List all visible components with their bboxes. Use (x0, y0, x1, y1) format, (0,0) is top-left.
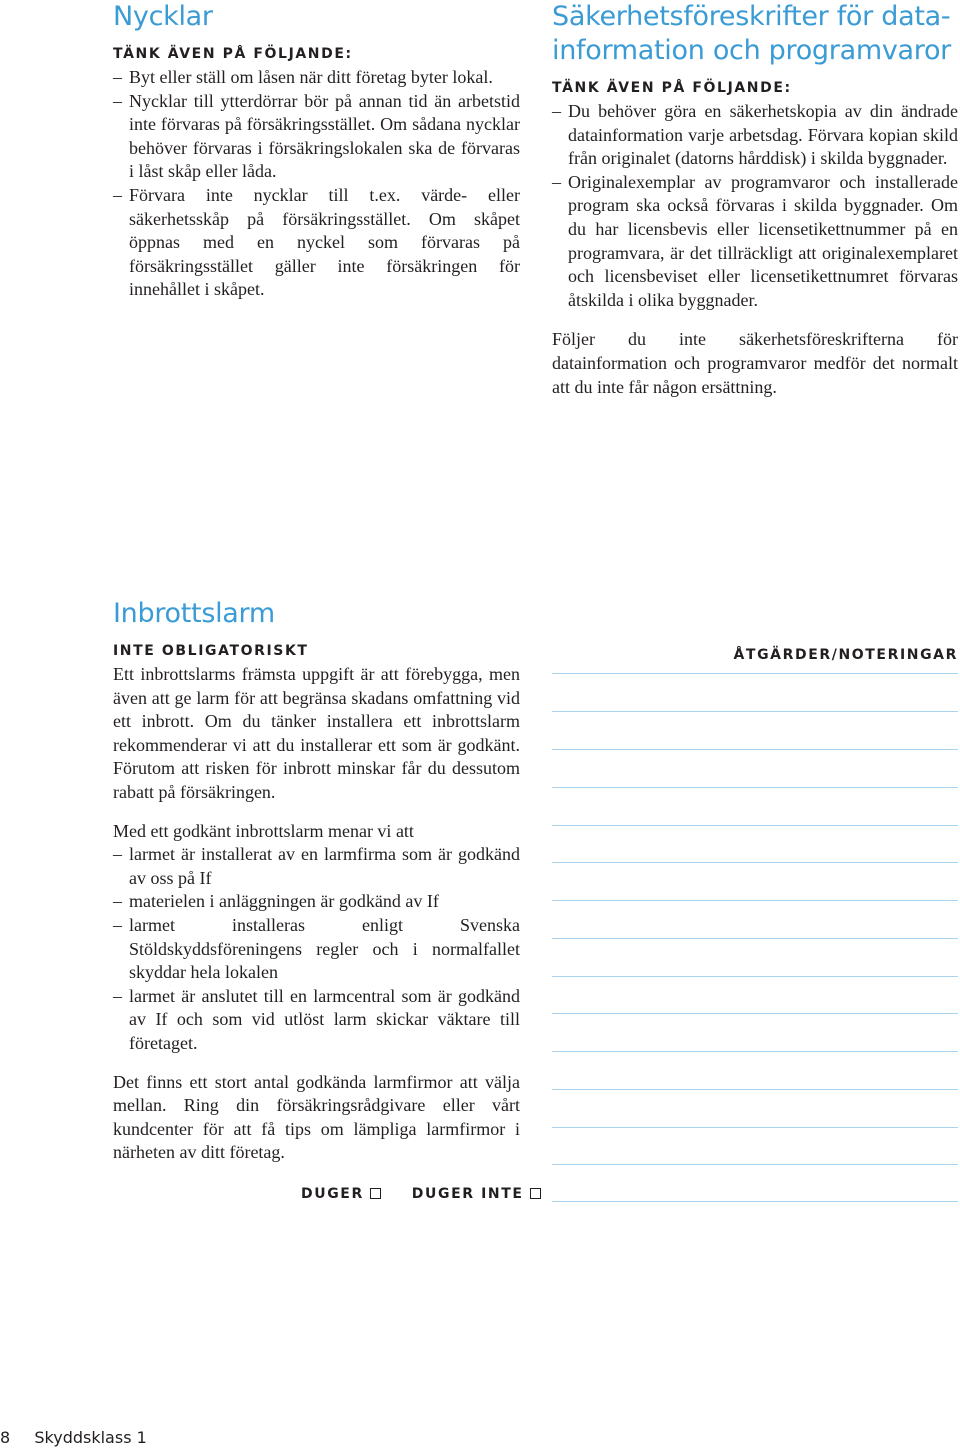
note-line[interactable] (552, 787, 958, 788)
note-sakerhet: Följer du inte säkerhetsföreskrifterna för datainformation och programvaror medför det normalt att du inte får någon ersättning. (552, 329, 958, 397)
heading-sakerhet (552, 0, 958, 68)
heading-line-2: information och programvaror (552, 35, 951, 66)
heading-line-1: Säkerhetsföreskrifter för data- (552, 1, 951, 32)
list-item: – larmet installeras enligt Svenska Stöldskyddsföreningens regler och i normalfallet skyddar hela lokalen (113, 914, 520, 983)
intro-inbrottslarm: Ett inbrottslarms främsta uppgift är att förebygga, men även att ge larm för att begränsa skadans omfattning vid ett inbrott. Om du tänker installera ett inbrottslarm rekommenderar vi att du installerar ett som är godkänt. Förutom att risken för inbrott minskar får du dessutom rabatt på försäkringen. (113, 664, 520, 802)
assessment-row (301, 1186, 541, 1202)
note-line[interactable] (552, 862, 958, 863)
closing-inbrottslarm: Det finns ett stort antal godkända larmfirmor att välja mellan. Ring din försäkringsrådgivare eller vårt kundcenter för att få tips om lämpliga larmfirmor i närheten av ditt företag. (113, 1071, 520, 1163)
duger-label: DUGER (301, 1186, 364, 1202)
note-line[interactable] (552, 900, 958, 901)
kicker-nycklar: TÄNK ÄVEN PÅ FÖLJANDE: (113, 46, 353, 62)
page-number: 8 (0, 1428, 11, 1447)
list-item: – Du behöver göra en säkerhetskopia av din ändrade datainformation varje arbetsdag. Förvara kopian skild från originalet (datorns hårddisk) i skilda byggnader. (552, 101, 958, 169)
list-item: – larmet är installerat av en larmfirma som är godkänd av oss på If (113, 844, 520, 888)
duger-inte-label: DUGER INTE (411, 1186, 524, 1202)
kicker-sakerhet: TÄNK ÄVEN PÅ FÖLJANDE: (552, 80, 792, 96)
list-inbrottslarm (113, 843, 520, 1055)
list-item: – larmet är anslutet till en larmcentral som är godkänd av If och som vid utlöst larm skickar väktare till företaget. (113, 985, 520, 1053)
note-line[interactable] (552, 749, 958, 750)
kicker-inbrottslarm: INTE OBLIGATORISKT (113, 643, 309, 659)
list-intro-inbrottslarm: Med ett godkänt inbrottslarm menar vi att (113, 820, 414, 841)
note-line[interactable] (552, 711, 958, 712)
note-line[interactable] (552, 673, 958, 674)
heading-nycklar: Nycklar (113, 1, 213, 32)
note-line[interactable] (552, 938, 958, 939)
list-item: – Byt eller ställ om låsen när ditt företag byter lokal. (113, 67, 493, 87)
section-sakerhet (552, 0, 958, 399)
page-footer (0, 1428, 147, 1447)
list-item: – Nycklar till ytterdörrar bör på annan tid än arbetstid inte förvaras på försäkringsstället. Om sådana nycklar behöver förvaras i försäkringslokalen ska de förvaras i låst skåp eller låda. (113, 90, 520, 182)
section-inbrottslarm (113, 597, 520, 1165)
duger-inte-checkbox[interactable] (530, 1188, 541, 1199)
list-item: – materielen i anläggningen är godkänd av If (113, 891, 439, 912)
note-line[interactable] (552, 1127, 958, 1128)
notes-heading: ÅTGÄRDER/NOTERINGAR (733, 647, 958, 663)
note-line[interactable] (552, 1013, 958, 1014)
note-line[interactable] (552, 1164, 958, 1165)
list-item: – Förvara inte nycklar till t.ex. värde- eller säkerhetsskåp på försäkringsstället. Om skåpet öppnas med en nyckel som förvaras på försäkringsstället gäller inte försäkringen för innehållet i skåpet. (113, 184, 520, 300)
footer-title: Skyddsklass 1 (34, 1428, 147, 1447)
heading-inbrottslarm: Inbrottslarm (113, 598, 275, 629)
list-sakerhet (552, 100, 958, 312)
note-line[interactable] (552, 1089, 958, 1090)
note-line[interactable] (552, 1201, 958, 1202)
list-item: – Originalexemplar av programvaror och installerade program ska också förvaras i skilda byggnader. Om du har licensbevis eller licensetikettnummer på en programvara, är det tillräckligt att originalexemplaret och licensbeviset eller licensetikettnumret förvaras åtskilda i olika byggnader. (552, 171, 958, 310)
section-nycklar (113, 0, 520, 302)
note-line[interactable] (552, 1051, 958, 1052)
note-line[interactable] (552, 825, 958, 826)
list-nycklar (113, 66, 520, 302)
duger-checkbox[interactable] (370, 1188, 381, 1199)
note-line[interactable] (552, 976, 958, 977)
